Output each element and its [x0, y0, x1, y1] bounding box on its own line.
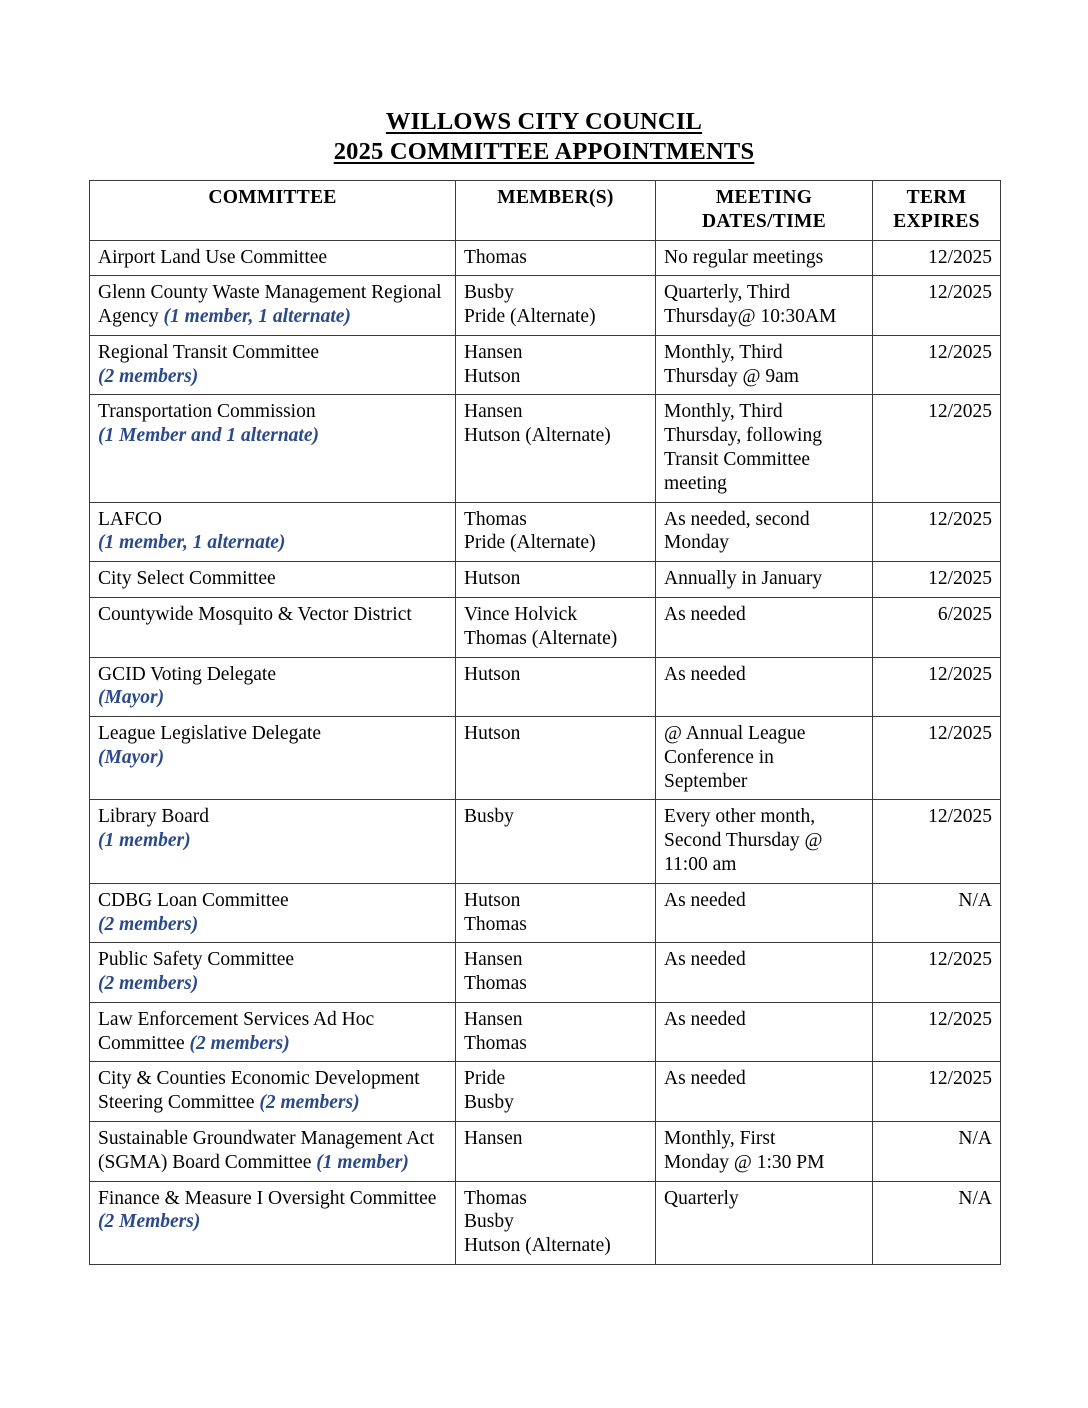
cell-members — [456, 1062, 656, 1122]
member-line: Thomas — [464, 913, 527, 935]
committee-name: Transportation Commission — [98, 401, 316, 423]
committee-note: (2 members) — [98, 973, 199, 995]
table-row — [90, 395, 1001, 502]
member-line: Pride (Alternate) — [464, 306, 596, 328]
table-row — [90, 1122, 1001, 1182]
cell-term: 12/2025 — [873, 395, 1001, 502]
meeting-line: Thursday@ 10:30AM — [664, 306, 837, 328]
meeting-line: Thursday, following — [664, 425, 822, 447]
table-row — [90, 800, 1001, 883]
meeting-line: Quarterly, Third — [664, 282, 791, 304]
cell-committee — [90, 657, 456, 717]
committee-note: (2 Members) — [98, 1211, 201, 1233]
cell-committee — [90, 502, 456, 562]
cell-term: 6/2025 — [873, 597, 1001, 657]
cell-term: 12/2025 — [873, 562, 1001, 598]
column-header-term-expires — [873, 181, 1001, 241]
table-row — [90, 943, 1001, 1003]
cell-members — [456, 883, 656, 943]
cell-members — [456, 943, 656, 1003]
committee-note: (1 member) — [98, 830, 191, 852]
table-row — [90, 717, 1001, 800]
cell-meeting — [656, 717, 873, 800]
cell-committee: Airport Land Use Committee — [90, 240, 456, 276]
committee-note: (1 member, 1 alternate) — [98, 532, 286, 554]
table-row — [90, 1002, 1001, 1062]
cell-term: 12/2025 — [873, 800, 1001, 883]
table-row — [90, 335, 1001, 395]
cell-committee — [90, 717, 456, 800]
table-row — [90, 597, 1001, 657]
cell-meeting — [656, 276, 873, 336]
member-line: Hutson (Alternate) — [464, 1235, 611, 1257]
cell-term: 12/2025 — [873, 240, 1001, 276]
meeting-line: September — [664, 770, 748, 792]
cell-meeting: Quarterly — [656, 1181, 873, 1264]
committee-note: (2 members) — [189, 1032, 290, 1054]
member-line: Busby — [464, 1211, 514, 1233]
column-header-committee: COMMITTEE — [90, 181, 456, 241]
cell-meeting: Annually in January — [656, 562, 873, 598]
member-line: Hansen — [464, 401, 523, 423]
meeting-line: Second Thursday @ — [664, 830, 823, 852]
committee-note: (Mayor) — [98, 687, 165, 709]
table-row — [90, 240, 1001, 276]
table-row — [90, 657, 1001, 717]
table-row — [90, 502, 1001, 562]
cell-committee: City Select Committee — [90, 562, 456, 598]
meeting-line: Monday — [664, 532, 729, 554]
cell-meeting: As needed — [656, 883, 873, 943]
cell-term: 12/2025 — [873, 276, 1001, 336]
committee-name: Library Board — [98, 806, 210, 828]
meeting-line: Conference in — [664, 746, 774, 768]
meeting-line: Monthly, First — [664, 1128, 776, 1149]
member-line: Hutson (Alternate) — [464, 425, 611, 447]
column-header-term-line-1: TERM — [906, 187, 967, 208]
table-row — [90, 883, 1001, 943]
cell-committee — [90, 883, 456, 943]
table-row — [90, 562, 1001, 598]
committee-note: (2 members) — [259, 1092, 360, 1114]
committee-name: Public Safety Committee — [98, 949, 295, 971]
committee-note: (1 member) — [316, 1151, 409, 1173]
cell-committee — [90, 1062, 456, 1122]
committee-name: Law Enforcement Services Ad Hoc Committee — [98, 1008, 375, 1054]
cell-term: 12/2025 — [873, 502, 1001, 562]
meeting-line: Transit Committee — [664, 449, 811, 471]
member-line: Hansen — [464, 341, 523, 363]
cell-term: 12/2025 — [873, 717, 1001, 800]
cell-members: Thomas — [456, 240, 656, 276]
meeting-line: 11:00 am — [664, 853, 737, 875]
cell-committee — [90, 1002, 456, 1062]
member-line: Pride — [464, 1068, 506, 1090]
cell-committee — [90, 395, 456, 502]
meeting-line: meeting — [664, 472, 727, 494]
cell-committee: Countywide Mosquito & Vector District — [90, 597, 456, 657]
cell-members — [456, 1181, 656, 1264]
cell-committee — [90, 1181, 456, 1264]
member-line: Thomas — [464, 973, 527, 995]
member-line: Busby — [464, 1092, 514, 1114]
member-line: Busby — [464, 282, 514, 304]
cell-committee — [90, 943, 456, 1003]
cell-meeting — [656, 800, 873, 883]
cell-term: 12/2025 — [873, 1002, 1001, 1062]
cell-members: Hutson — [456, 717, 656, 800]
meeting-line: @ Annual League — [664, 723, 806, 745]
committee-name: Sustainable Groundwater Management Act (SGMA) Board Committee — [98, 1128, 435, 1173]
committee-name: Finance & Measure I Oversight Committee — [98, 1187, 437, 1209]
committee-note: (Mayor) — [98, 746, 165, 768]
cell-meeting: As needed — [656, 657, 873, 717]
cell-term: 12/2025 — [873, 943, 1001, 1003]
cell-term: N/A — [873, 883, 1001, 943]
committee-name: CDBG Loan Committee — [98, 889, 289, 911]
committee-note: (1 member, 1 alternate) — [163, 306, 351, 328]
member-line: Hansen — [464, 1008, 523, 1030]
cell-members — [456, 502, 656, 562]
committee-note: (2 members) — [98, 913, 199, 935]
member-line: Thomas — [464, 1187, 527, 1209]
cell-meeting: As needed — [656, 1002, 873, 1062]
member-line: Vince Holvick — [464, 603, 578, 625]
cell-members: Hutson — [456, 562, 656, 598]
committee-name: Glenn County Waste Management Regional Agency — [98, 282, 442, 328]
member-line: Thomas (Alternate) — [464, 627, 618, 649]
meeting-line: Monthly, Third — [664, 401, 783, 423]
cell-committee — [90, 335, 456, 395]
member-line: Pride (Alternate) — [464, 532, 596, 554]
cell-meeting — [656, 502, 873, 562]
page-title-line-2: 2025 COMMITTEE APPOINTMENTS — [333, 138, 755, 166]
cell-term: 12/2025 — [873, 657, 1001, 717]
column-header-meeting-line-1: MEETING — [715, 187, 813, 208]
cell-term: 12/2025 — [873, 1062, 1001, 1122]
document-title-block — [0, 0, 1088, 166]
committee-note: (2 members) — [98, 365, 199, 387]
cell-members: Busby — [456, 800, 656, 883]
committee-appointments-table-wrapper — [89, 180, 1000, 1265]
table-row — [90, 276, 1001, 336]
meeting-line: As needed, second — [664, 508, 810, 530]
meeting-line: Every other month, — [664, 806, 816, 828]
cell-members — [456, 276, 656, 336]
meeting-line: Monday @ 1:30 PM — [664, 1151, 825, 1173]
member-line: Thomas — [464, 1032, 527, 1054]
cell-meeting: As needed — [656, 597, 873, 657]
committee-note: (1 Member and 1 alternate) — [98, 425, 319, 447]
member-line: Hansen — [464, 949, 523, 971]
table-body — [90, 240, 1001, 1264]
cell-members — [456, 1002, 656, 1062]
table-header — [90, 181, 1001, 241]
cell-meeting — [656, 1122, 873, 1182]
page-title-line-1: WILLOWS CITY COUNCIL — [385, 108, 703, 135]
cell-members — [456, 335, 656, 395]
table-row — [90, 1062, 1001, 1122]
committee-name: LAFCO — [98, 508, 162, 530]
meeting-line: Monthly, Third — [664, 341, 783, 363]
cell-committee — [90, 800, 456, 883]
cell-meeting: As needed — [656, 1062, 873, 1122]
cell-members — [456, 597, 656, 657]
table-row — [90, 1181, 1001, 1264]
committee-name: Regional Transit Committee — [98, 341, 320, 363]
member-line: Hutson — [464, 889, 521, 911]
cell-term: N/A — [873, 1122, 1001, 1182]
cell-committee — [90, 1122, 456, 1182]
column-header-term-line-2: EXPIRES — [893, 210, 980, 232]
cell-term: N/A — [873, 1181, 1001, 1264]
cell-committee — [90, 276, 456, 336]
cell-members: Hutson — [456, 657, 656, 717]
cell-meeting: As needed — [656, 943, 873, 1003]
column-header-members: MEMBER(S) — [456, 181, 656, 241]
member-line: Hutson — [464, 365, 521, 387]
member-line: Thomas — [464, 508, 527, 530]
cell-meeting — [656, 335, 873, 395]
column-header-meeting-dates-time — [656, 181, 873, 241]
cell-members — [456, 395, 656, 502]
cell-meeting: No regular meetings — [656, 240, 873, 276]
cell-meeting — [656, 395, 873, 502]
meeting-line: Thursday @ 9am — [664, 365, 799, 387]
committee-name: League Legislative Delegate — [98, 723, 322, 745]
committee-appointments-table — [89, 180, 1001, 1265]
table-header-row — [90, 181, 1001, 241]
column-header-meeting-line-2: DATES/TIME — [702, 210, 826, 232]
cell-members: Hansen — [456, 1122, 656, 1182]
cell-term: 12/2025 — [873, 335, 1001, 395]
committee-name: GCID Voting Delegate — [98, 663, 277, 685]
committee-name: City & Counties Economic Development Steering Committee — [98, 1068, 420, 1114]
